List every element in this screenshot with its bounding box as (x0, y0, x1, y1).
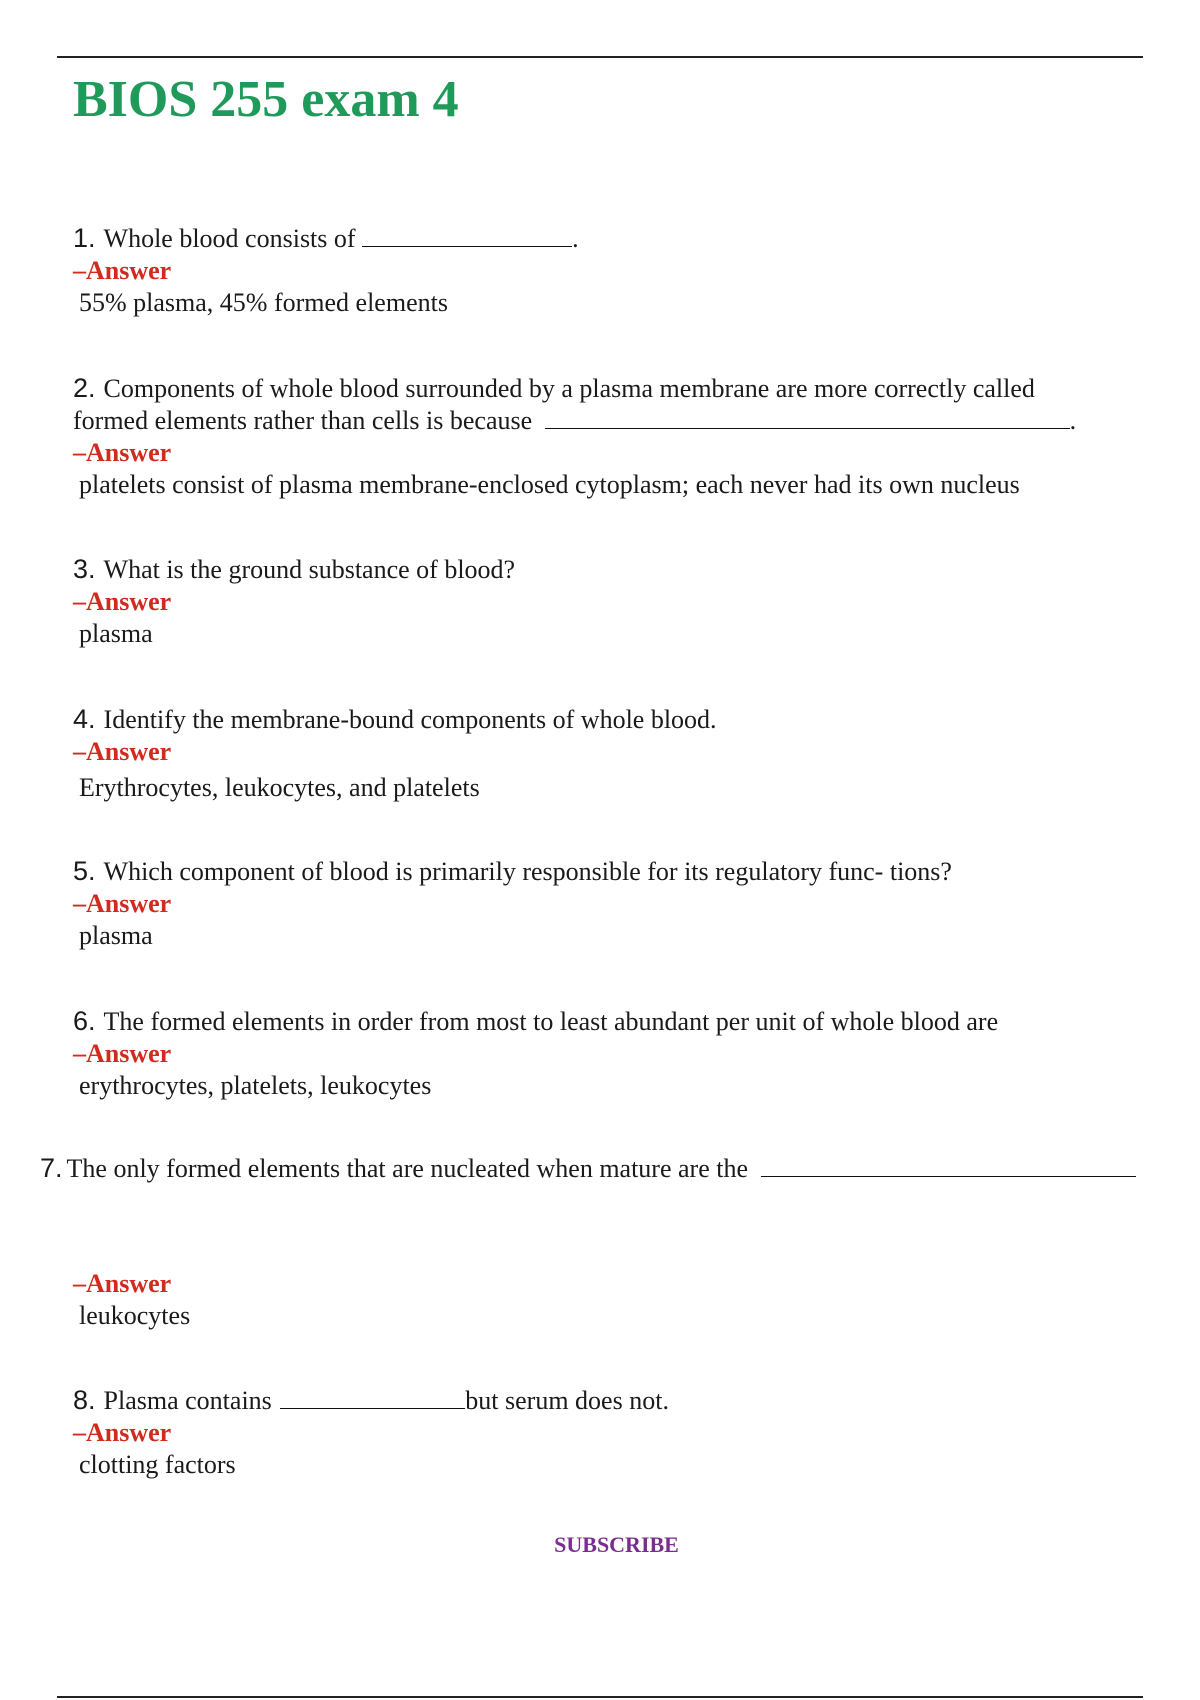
answer-text: 55% plasma, 45% formed elements (79, 288, 448, 317)
question-number: 8. (73, 1385, 96, 1415)
question-suffix: . (572, 224, 579, 253)
question-text: The formed elements in order from most to least abundant per unit of whole blood are (103, 1007, 999, 1036)
answer-label: –Answer (73, 1269, 172, 1298)
question-number: 6. (73, 1006, 96, 1036)
answer-blank (545, 408, 1070, 429)
question-suffix: . (1069, 406, 1077, 435)
question-text: Whole blood consists of (103, 224, 356, 253)
question-number: 3. (73, 554, 96, 584)
answer-text: leukocytes (79, 1301, 191, 1330)
question-number: 5. (73, 856, 96, 886)
question-number: 2. (73, 373, 96, 403)
question-4 (73, 703, 1150, 804)
answer-label: –Answer (73, 889, 172, 918)
answer-text: plasma (79, 921, 153, 950)
question-number: 4. (73, 704, 96, 734)
subscribe-link[interactable]: SUBSCRIBE (554, 1532, 679, 1557)
question-text: What is the ground substance of blood? (103, 555, 516, 584)
bottom-rule (57, 1696, 1143, 1698)
question-text: Components of whole blood surrounded by a plasma membrane are more correctly called (103, 374, 1035, 403)
question-7-answer (73, 1268, 1150, 1332)
question-text: Identify the membrane-bound components of whole blood. (103, 705, 717, 734)
question-8 (73, 1384, 1150, 1481)
question-5 (73, 855, 1150, 952)
answer-text: erythrocytes, platelets, leukocytes (79, 1071, 432, 1100)
answer-label: –Answer (73, 737, 172, 766)
question-3 (73, 553, 1150, 650)
question-2 (73, 372, 1150, 501)
question-text: Plasma contains (103, 1386, 272, 1415)
answer-label: –Answer (73, 1039, 172, 1068)
answer-label: –Answer (73, 438, 172, 467)
top-rule (57, 56, 1143, 58)
answer-label: –Answer (73, 1418, 172, 1447)
question-number: 1. (73, 223, 96, 253)
question-text-continued: formed elements rather than cells is because (73, 406, 533, 435)
question-1 (73, 222, 1150, 319)
answer-text: plasma (79, 619, 153, 648)
question-6 (73, 1005, 1150, 1102)
answer-text: clotting factors (79, 1450, 236, 1479)
question-text: Which component of blood is primarily responsible for its regulatory func- tions? (103, 857, 952, 886)
answer-label: –Answer (73, 587, 172, 616)
answer-text: platelets consist of plasma membrane-enclosed cytoplasm; each never had its own nucleus (79, 470, 1020, 499)
answer-label: –Answer (73, 256, 172, 285)
question-text-after: but serum does not. (465, 1386, 669, 1415)
answer-blank (362, 226, 572, 247)
answer-blank (761, 1156, 1136, 1177)
answer-blank (280, 1388, 465, 1409)
answer-text: Erythrocytes, leukocytes, and platelets (79, 773, 480, 802)
document-title: BIOS 255 exam 4 (73, 71, 459, 128)
question-number: 7. (40, 1153, 63, 1183)
question-7 (40, 1152, 1200, 1185)
question-text: The only formed elements that are nucleated when mature are the (66, 1154, 749, 1183)
